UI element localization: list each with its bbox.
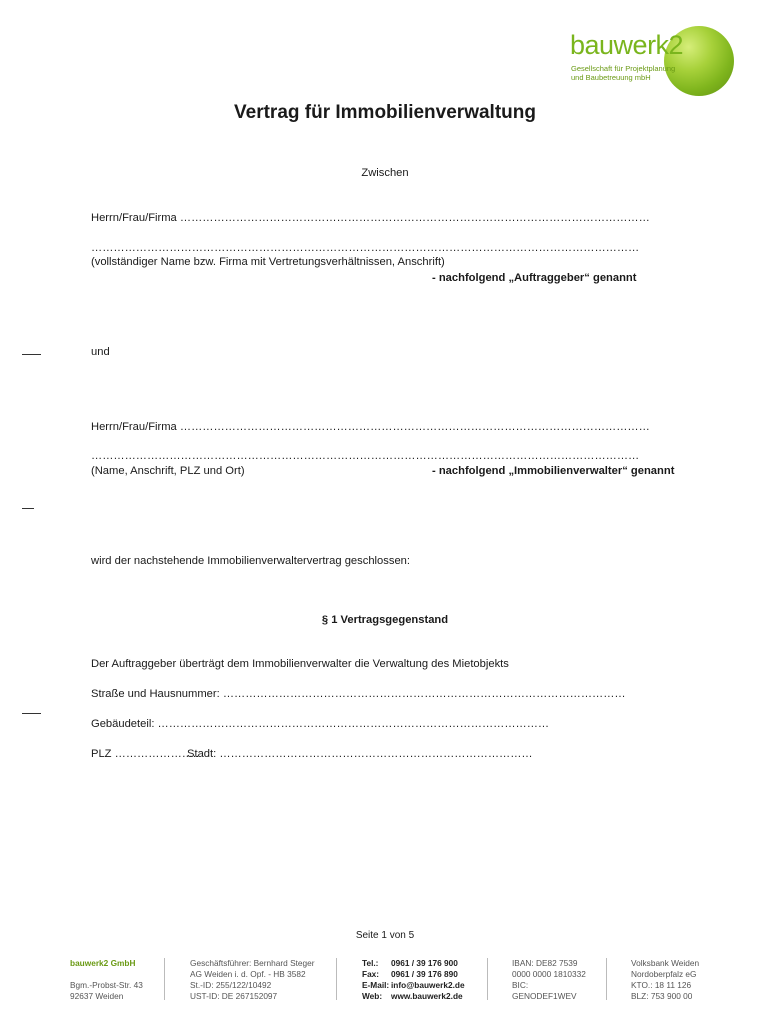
footer-divider <box>487 958 488 1000</box>
building-field: Gebäudeteil: …………………………………………………………………………………………… <box>91 718 550 730</box>
logo-tagline-line-2: und Baubetreuung mbH <box>571 73 651 82</box>
footer-iban-line-2: 0000 0000 1810332 <box>512 969 586 979</box>
logo-tagline-line-1: Gesellschaft für Projektplanung <box>571 64 676 73</box>
street-field: Straße und Hausnummer: ……………………………………………………………………………………………… <box>91 688 626 700</box>
concluded-text: wird der nachstehende Immobilienverwaltervertrag geschlossen: <box>91 555 411 567</box>
footer-management <box>190 958 315 1002</box>
footer-bank <box>631 958 699 1002</box>
web-label: Web: <box>362 991 383 1001</box>
section1-intro: Der Auftraggeber überträgt dem Immobilienverwalter die Verwaltung des Mietobjekts <box>91 658 509 670</box>
party2-name-line: Herrn/Frau/Firma ……………………………………………………………………………………………………………… <box>91 421 650 433</box>
tel-label: Tel.: <box>362 958 379 968</box>
footer-management-line-3: St.-ID: 255/122/10492 <box>190 980 272 990</box>
party1-role: - nachfolgend „Auftraggeber“ genannt <box>432 272 637 284</box>
punch-mark <box>22 508 34 509</box>
footer-bank-line-1: Volksbank Weiden <box>631 958 700 968</box>
plz-field: PLZ ………………….. <box>91 748 200 760</box>
footer-management-line-4: UST-ID: DE 267152097 <box>190 991 278 1001</box>
footer-iban-line-1: IBAN: DE82 7539 <box>512 958 578 968</box>
footer-bank-line-2: Nordoberpfalz eG <box>631 969 697 979</box>
page-number: Seite 1 von 5 <box>355 930 415 941</box>
city-field: Stadt: ………………………………………………………………………… <box>187 748 533 760</box>
document-title: Vertrag für Immobilienverwaltung <box>234 102 536 123</box>
footer-tel-row <box>362 958 465 969</box>
footer-company-street: Bgm.-Probst-Str. 43 <box>70 980 143 990</box>
footer-company <box>70 958 143 1002</box>
fold-mark-lower <box>22 713 41 714</box>
company-logo <box>566 24 738 104</box>
party2-role: - nachfolgend „Immobilienverwalter“ genannt <box>432 465 675 477</box>
footer-email-row <box>362 980 465 991</box>
footer-bank-line-3: KTO.: 18 11 126 <box>631 980 692 990</box>
between-label: Zwischen <box>361 167 409 179</box>
email-value: info@bauwerk2.de <box>391 980 465 990</box>
and-label: und <box>91 346 110 358</box>
footer-management-line-2: AG Weiden i. d. Opf. - HB 3582 <box>190 969 306 979</box>
footer-web-row <box>362 991 465 1002</box>
footer-contact <box>362 958 465 1002</box>
fax-value: 0961 / 39 176 890 <box>391 969 458 979</box>
footer-divider <box>336 958 337 1000</box>
logo-wordmark: bauwerk2 <box>570 30 684 60</box>
fax-label: Fax: <box>362 969 380 979</box>
tel-value: 0961 / 39 176 900 <box>391 958 458 968</box>
footer-bank-line-4: BLZ: 753 900 00 <box>631 991 693 1001</box>
footer-fax-row <box>362 969 465 980</box>
footer-divider <box>164 958 165 1000</box>
footer-company-city: 92637 Weiden <box>70 991 124 1001</box>
footer-bic-value: GENODEF1WEV <box>512 991 577 1001</box>
party1-note: (vollständiger Name bzw. Firma mit Vertretungsverhältnissen, Anschrift) <box>91 256 445 268</box>
section1-heading: § 1 Vertragsgegenstand <box>321 614 449 626</box>
party1-name-line: Herrn/Frau/Firma ……………………………………………………………………………………………………………… <box>91 212 650 224</box>
party1-address-line: ………………………………………………………………………………………………………………………………… <box>91 242 640 254</box>
footer-iban <box>512 958 586 1002</box>
footer-management-line-1: Geschäftsführer: Bernhard Steger <box>190 958 315 968</box>
email-label: E-Mail: <box>362 980 390 990</box>
footer-company-name: bauwerk2 GmbH <box>70 958 136 968</box>
footer-bic-label: BIC: <box>512 980 529 990</box>
logo-tagline <box>571 64 681 82</box>
web-value: www.bauwerk2.de <box>391 991 463 1001</box>
party2-address-line: ………………………………………………………………………………………………………………………………… <box>91 450 640 462</box>
footer-divider <box>606 958 607 1000</box>
fold-mark <box>22 354 41 355</box>
party2-note: (Name, Anschrift, PLZ und Ort) <box>91 465 245 477</box>
